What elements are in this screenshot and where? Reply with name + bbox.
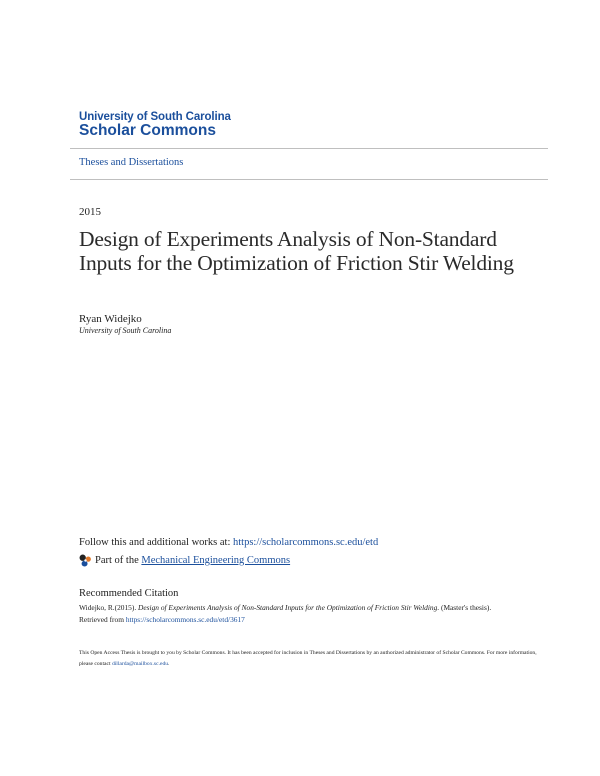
notice-text: This Open Access Thesis is brought to you by Scholar Commons. It has been accepted for inclusion in Theses and Dissertations by an authorized administrator of Scholar Commons. For more information, please contact (79, 650, 537, 667)
network-commons-icon (79, 554, 92, 567)
divider-top (70, 148, 548, 149)
citation-type: . (Master's thesis). (437, 603, 492, 612)
notice-end: . (168, 661, 170, 667)
citation-heading: Recommended Citation (79, 588, 179, 599)
contact-email-link[interactable]: dillarda@mailbox.sc.edu (111, 661, 169, 667)
follow-text: Follow this and additional works at: (79, 537, 231, 548)
collection-link[interactable]: Theses and Dissertations (79, 157, 184, 168)
document-title: Design of Experiments Analysis of Non-Standard Inputs for the Optimization of Friction Stir Welding (79, 227, 514, 275)
citation-url-link[interactable]: https://scholarcommons.sc.edu/etd/3617 (125, 614, 245, 624)
citation-title: Design of Experiments Analysis of Non-Standard Inputs for the Optimization of Friction Stir Welding (138, 603, 438, 612)
citation-retrieved: Retrieved from (79, 614, 124, 624)
part-of-line (79, 554, 290, 567)
citation-authors: Widejko, R.(2015). (79, 603, 137, 612)
author-affiliation: University of South Carolina (79, 326, 172, 335)
open-access-notice (79, 648, 549, 670)
follow-line (79, 537, 378, 548)
publication-year: 2015 (79, 206, 101, 218)
commons-link[interactable]: Mechanical Engineering Commons (141, 555, 291, 566)
divider-bottom (70, 179, 548, 180)
repository-name[interactable]: Scholar Commons (79, 122, 216, 139)
repository-university: University of South Carolina (79, 111, 231, 123)
author-name: Ryan Widejko (79, 313, 142, 325)
citation-body (79, 602, 549, 625)
part-of-text: Part of the (95, 555, 139, 566)
follow-url-link[interactable]: https://scholarcommons.sc.edu/etd (233, 537, 379, 548)
